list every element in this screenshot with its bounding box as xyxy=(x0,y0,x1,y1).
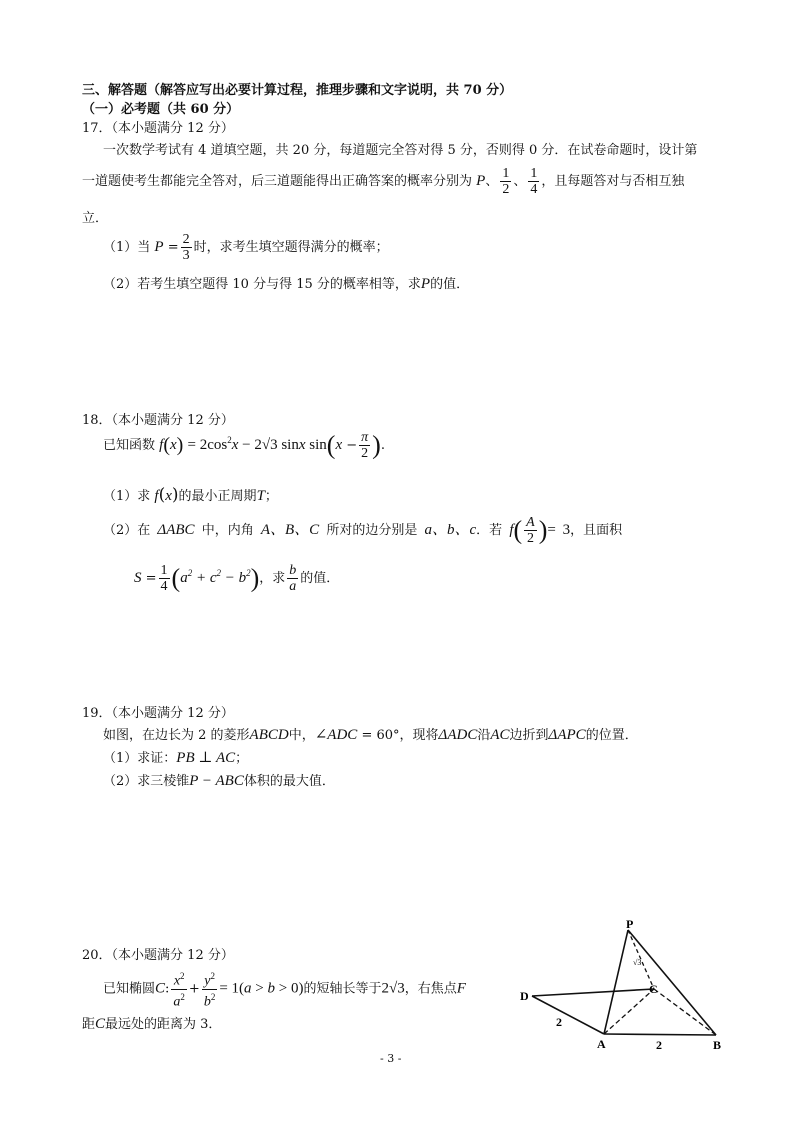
q18-part2-line1: （2）在 ΔABC 中，内角 A、B、C 所对的边分别是 a、b、c．若 f( $\frac{A}{2}$ )= 3，且面积 xyxy=(103,515,623,546)
q20-stem-line1: 已知椭圆C: $\frac{x^2}{a^2}$ + $\frac{y^2}{b^2}$ = 1(a > b > 0)的短轴长等于2√3，右焦点F xyxy=(103,971,466,1010)
label-c: C xyxy=(649,982,658,996)
section-heading: 三、解答题（解答应写出必要计算过程，推理步骤和文字说明，共 70 分） xyxy=(82,83,513,98)
edge-ac xyxy=(604,989,654,1034)
q17-stem-line1: 一次数学考试有 4 道填空题，共 20 分，每道题完全答对得 5 分，否则得 0 分．在试卷命题时，设计第 xyxy=(103,143,698,158)
edge-ab xyxy=(604,1034,716,1035)
q17-part2: （2）若考生填空题得 10 分与得 15 分的概率相等，求P的值． xyxy=(103,276,470,292)
q20-header: 20．（本小题满分 12 分） xyxy=(82,948,234,963)
label-b: B xyxy=(713,1038,722,1052)
length-pc: √3 xyxy=(633,958,642,967)
q20-stem-line2: 距C最远处的距离为 3． xyxy=(82,1016,222,1032)
label-d: D xyxy=(520,989,529,1003)
q18-part2-line2: S = $\frac{1}{4}$ $(a^2 + c^2 - b^2)$，求 $\frac{b}{a}$ 的值． xyxy=(134,563,340,594)
q19-stem: 如图，在边长为 2 的菱形ABCD中，∠ADC = 60°，现将ΔADC沿AC边折到ΔAPC的位置． xyxy=(103,727,638,743)
edge-cb xyxy=(654,989,716,1035)
label-p: P xyxy=(626,918,634,931)
pyramid-figure xyxy=(518,918,738,1058)
section-subheading: （一）必考题（共 60 分） xyxy=(82,102,240,117)
q18-stem: 已知函数 $f(x) = 2\cos^2x - 2√3$ sinx sin(x − $\frac{\pi}{2}$ ). xyxy=(103,430,385,461)
q17-stem-line2: 一道题使考生都能完全答对，后三道题能得出正确答案的概率分别为 P、 $\frac{1}{2}$ 、 $\frac{1}{4}$ ，且每题答对与否相互独 xyxy=(82,166,685,197)
q18-header: 18．（本小题满分 12 分） xyxy=(82,413,234,428)
q18-part1: （1）求 f(x)的最小正周期T； xyxy=(103,485,278,505)
label-a: A xyxy=(597,1037,606,1051)
q19-part1: （1）求证：PB ⊥ AC； xyxy=(103,750,249,766)
q17-header: 17．（本小题满分 12 分） xyxy=(82,121,234,136)
q17-part1: （1）当 P = $\frac{2}{3}$ 时，求考生填空题得满分的概率； xyxy=(103,232,389,263)
edge-pb xyxy=(628,930,716,1035)
q17-stem-line3: 立． xyxy=(82,211,109,226)
q19-part2: （2）求三棱锥P − ABC体积的最大值． xyxy=(103,773,335,789)
edge-dc xyxy=(532,989,654,996)
edge-ap xyxy=(604,930,628,1034)
page-number: - 3 - xyxy=(380,1052,402,1065)
length-da: 2 xyxy=(556,1015,562,1029)
q19-header: 19．（本小题满分 12 分） xyxy=(82,706,234,721)
length-ab: 2 xyxy=(656,1038,662,1052)
edge-da xyxy=(532,996,604,1034)
